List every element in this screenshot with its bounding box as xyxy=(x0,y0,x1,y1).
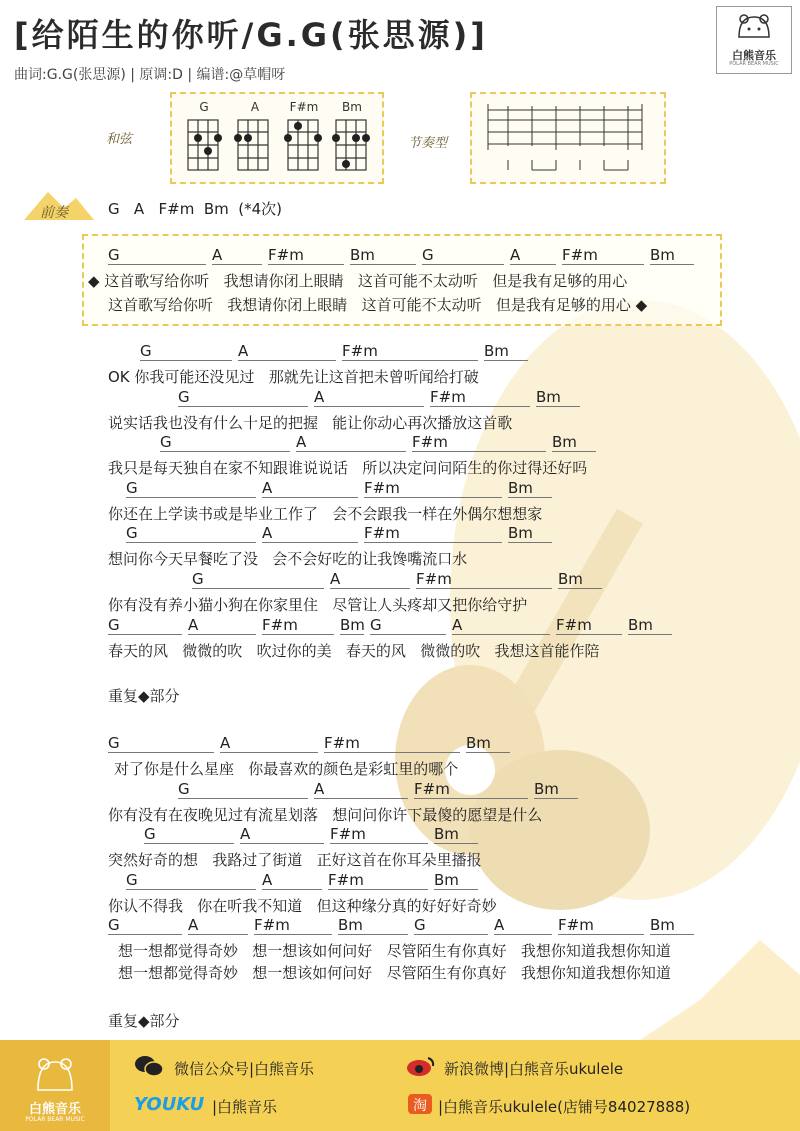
chord-name-bm: Bm xyxy=(342,100,362,114)
chord-symbol: F#m xyxy=(268,246,344,265)
lyric-line: 想一想都觉得奇妙 想一想该如何问好 尽管陌生有你真好 我想你知道我想你知道 xyxy=(118,964,671,982)
chord-label: 和弦 xyxy=(106,132,133,147)
chord-symbol: Bm xyxy=(650,246,694,265)
youku-icon: YOUKU xyxy=(134,1094,205,1115)
brand-logo xyxy=(716,6,792,74)
logo-name: 白熊音乐 xyxy=(732,49,776,62)
chord-symbol: F#m xyxy=(558,916,644,935)
chord-name-a: A xyxy=(250,100,260,114)
chord-symbol: Bm xyxy=(466,734,510,753)
chord-symbol: F#m xyxy=(262,616,334,635)
chord-symbol: A xyxy=(330,570,410,589)
chord-symbol: G xyxy=(140,342,232,361)
chord-symbol: A xyxy=(240,825,324,844)
chord-symbol: F#m xyxy=(364,479,502,498)
chord-symbol: G xyxy=(126,871,256,890)
chord-symbol: G xyxy=(108,734,214,753)
taobao-text: |白熊音乐ukulele(店铺号84027888) xyxy=(438,1098,691,1116)
lyric-line: 说实话我也没有什么十足的把握 能让你动心再次播放这首歌 xyxy=(108,414,513,432)
rhythm-box xyxy=(470,92,666,184)
repeat-note-1: 重复◆部分 xyxy=(108,687,180,705)
chord-symbol: F#m xyxy=(562,246,644,265)
footer-brand-name: 白熊音乐 xyxy=(28,1102,81,1117)
chord-symbol: G xyxy=(178,388,308,407)
chord-symbol: G xyxy=(160,433,290,452)
chord-symbol: A xyxy=(238,342,336,361)
chord-symbol: G xyxy=(422,246,504,265)
intro-chords: G A F#m Bm (*4次) xyxy=(108,200,283,218)
chord-name-g: G xyxy=(199,100,209,114)
chord-symbol: F#m xyxy=(364,524,502,543)
repeat-note-2: 重复◆部分 xyxy=(108,1012,180,1030)
chord-symbol: G xyxy=(126,524,256,543)
lyric-line: OK 你我可能还没见过 那就先让这首把未曾听闻给打破 xyxy=(108,368,479,386)
chord-symbol: F#m xyxy=(254,916,332,935)
chord-symbol: Bm xyxy=(338,916,408,935)
youku-text: |白熊音乐 xyxy=(212,1098,278,1116)
chord-symbol: G xyxy=(108,246,206,265)
lyric-line: 你有没有在夜晚见过有流星划落 想问问你许下最傻的愿望是什么 xyxy=(108,806,543,824)
chord-symbol: Bm xyxy=(350,246,416,265)
chord-symbol: G xyxy=(178,780,308,799)
lyric-line: 春天的风 微微的吹 吹过你的美 春天的风 微微的吹 我想这首能作陪 xyxy=(108,642,600,660)
chord-symbol: F#m xyxy=(412,433,546,452)
rhythm-label: 节奏型 xyxy=(408,136,448,151)
chord-symbol: G xyxy=(144,825,234,844)
polar-bear-icon xyxy=(717,7,791,47)
chord-symbol: Bm xyxy=(434,825,478,844)
chord-symbol: Bm xyxy=(552,433,596,452)
footer-brand-en: POLAR BEAR MUSIC xyxy=(25,1116,85,1123)
chord-symbol: Bm xyxy=(508,479,552,498)
chord-symbol: G xyxy=(370,616,446,635)
chord-symbol: A xyxy=(314,780,408,799)
chord-symbol: Bm xyxy=(534,780,578,799)
lyric-line: 这首歌写给你听 我想请你闭上眼睛 这首可能不太动听 但是我有足够的用心 ◆ xyxy=(108,296,648,314)
strum-pattern xyxy=(472,94,664,182)
chord-symbol: A xyxy=(262,479,358,498)
intro-label: 前奏 xyxy=(40,205,68,221)
chord-symbol: A xyxy=(188,616,256,635)
lyric-line: 突然好奇的想 我路过了街道 正好这首在你耳朵里播报 xyxy=(108,851,482,869)
chord-symbol: G xyxy=(192,570,324,589)
chord-symbol: A xyxy=(452,616,550,635)
chord-symbol: F#m xyxy=(430,388,530,407)
chord-symbol: G xyxy=(126,479,256,498)
chord-symbol: Bm xyxy=(558,570,602,589)
chord-symbol: A xyxy=(494,916,552,935)
chord-symbol: F#m xyxy=(330,825,428,844)
chord-symbol: A xyxy=(188,916,248,935)
lyric-line: ◆ 这首歌写给你听 我想请你闭上眼睛 这首可能不太动听 但是我有足够的用心 xyxy=(88,272,628,290)
lyric-line: 你还在上学读书或是毕业工作了 会不会跟我一样在外偶尔想想家 xyxy=(108,505,543,523)
chord-symbol: A xyxy=(262,871,322,890)
weibo-icon xyxy=(406,1054,436,1078)
footer-bar xyxy=(0,1040,800,1131)
song-meta: 曲词:G.G(张思源) | 原调:D | 编谱:@草帽呀 xyxy=(14,67,286,83)
chord-symbol: F#m xyxy=(414,780,528,799)
chord-symbol: A xyxy=(212,246,262,265)
chord-symbol: F#m xyxy=(342,342,478,361)
chord-symbol: F#m xyxy=(416,570,552,589)
footer-brand xyxy=(0,1040,110,1131)
lyric-line: 你有没有养小猫小狗在你家里住 尽管让人头疼却又把你给守护 xyxy=(108,596,528,614)
svg-text:淘: 淘 xyxy=(413,1098,427,1114)
chord-symbol: A xyxy=(262,524,358,543)
chord-symbol: Bm xyxy=(650,916,694,935)
lyric-line: 想一想都觉得奇妙 想一想该如何问好 尽管陌生有你真好 我想你知道我想你知道 xyxy=(118,942,671,960)
chord-symbol: Bm xyxy=(536,388,580,407)
chord-symbol: A xyxy=(296,433,406,452)
lyric-line: 对了你是什么星座 你最喜欢的颜色是彩虹里的哪个 xyxy=(114,760,459,778)
chord-symbol: Bm xyxy=(508,524,552,543)
wechat-text: 微信公众号|白熊音乐 xyxy=(174,1060,315,1078)
chord-name-fsm: F#m xyxy=(289,100,319,114)
chord-symbol: G xyxy=(108,916,182,935)
chord-symbol: Bm xyxy=(484,342,528,361)
chord-symbol: A xyxy=(314,388,424,407)
weibo-text: 新浪微博|白熊音乐ukulele xyxy=(444,1060,624,1078)
lyric-line: 我只是每天独自在家不知跟谁说说话 所以决定问问陌生的你过得还好吗 xyxy=(108,459,588,477)
chord-symbol: F#m xyxy=(328,871,428,890)
polar-bear-icon xyxy=(30,1054,80,1094)
lyric-line: 你认不得我 你在听我不知道 但这种缘分真的好好好奇妙 xyxy=(108,897,497,915)
lyric-line: 想问你今天早餐吃了没 会不会好吃的让我馋嘴流口水 xyxy=(108,550,468,568)
wechat-icon xyxy=(134,1054,164,1078)
chord-symbol: G xyxy=(108,616,182,635)
chord-diagram-box xyxy=(170,92,384,184)
chord-symbol: F#m xyxy=(556,616,622,635)
chord-symbol: A xyxy=(220,734,318,753)
logo-en: POLAR BEAR MUSIC xyxy=(729,61,779,67)
chord-diagrams xyxy=(172,114,382,179)
chord-symbol: Bm xyxy=(628,616,672,635)
chord-symbol: G xyxy=(414,916,488,935)
chord-symbol: A xyxy=(510,246,556,265)
chord-symbol: Bm xyxy=(340,616,365,634)
chord-symbol: Bm xyxy=(434,871,478,890)
page-title: [给陌生的你听/G.G(张思源)] xyxy=(14,16,488,54)
taobao-icon xyxy=(406,1092,434,1116)
chord-symbol: F#m xyxy=(324,734,460,753)
